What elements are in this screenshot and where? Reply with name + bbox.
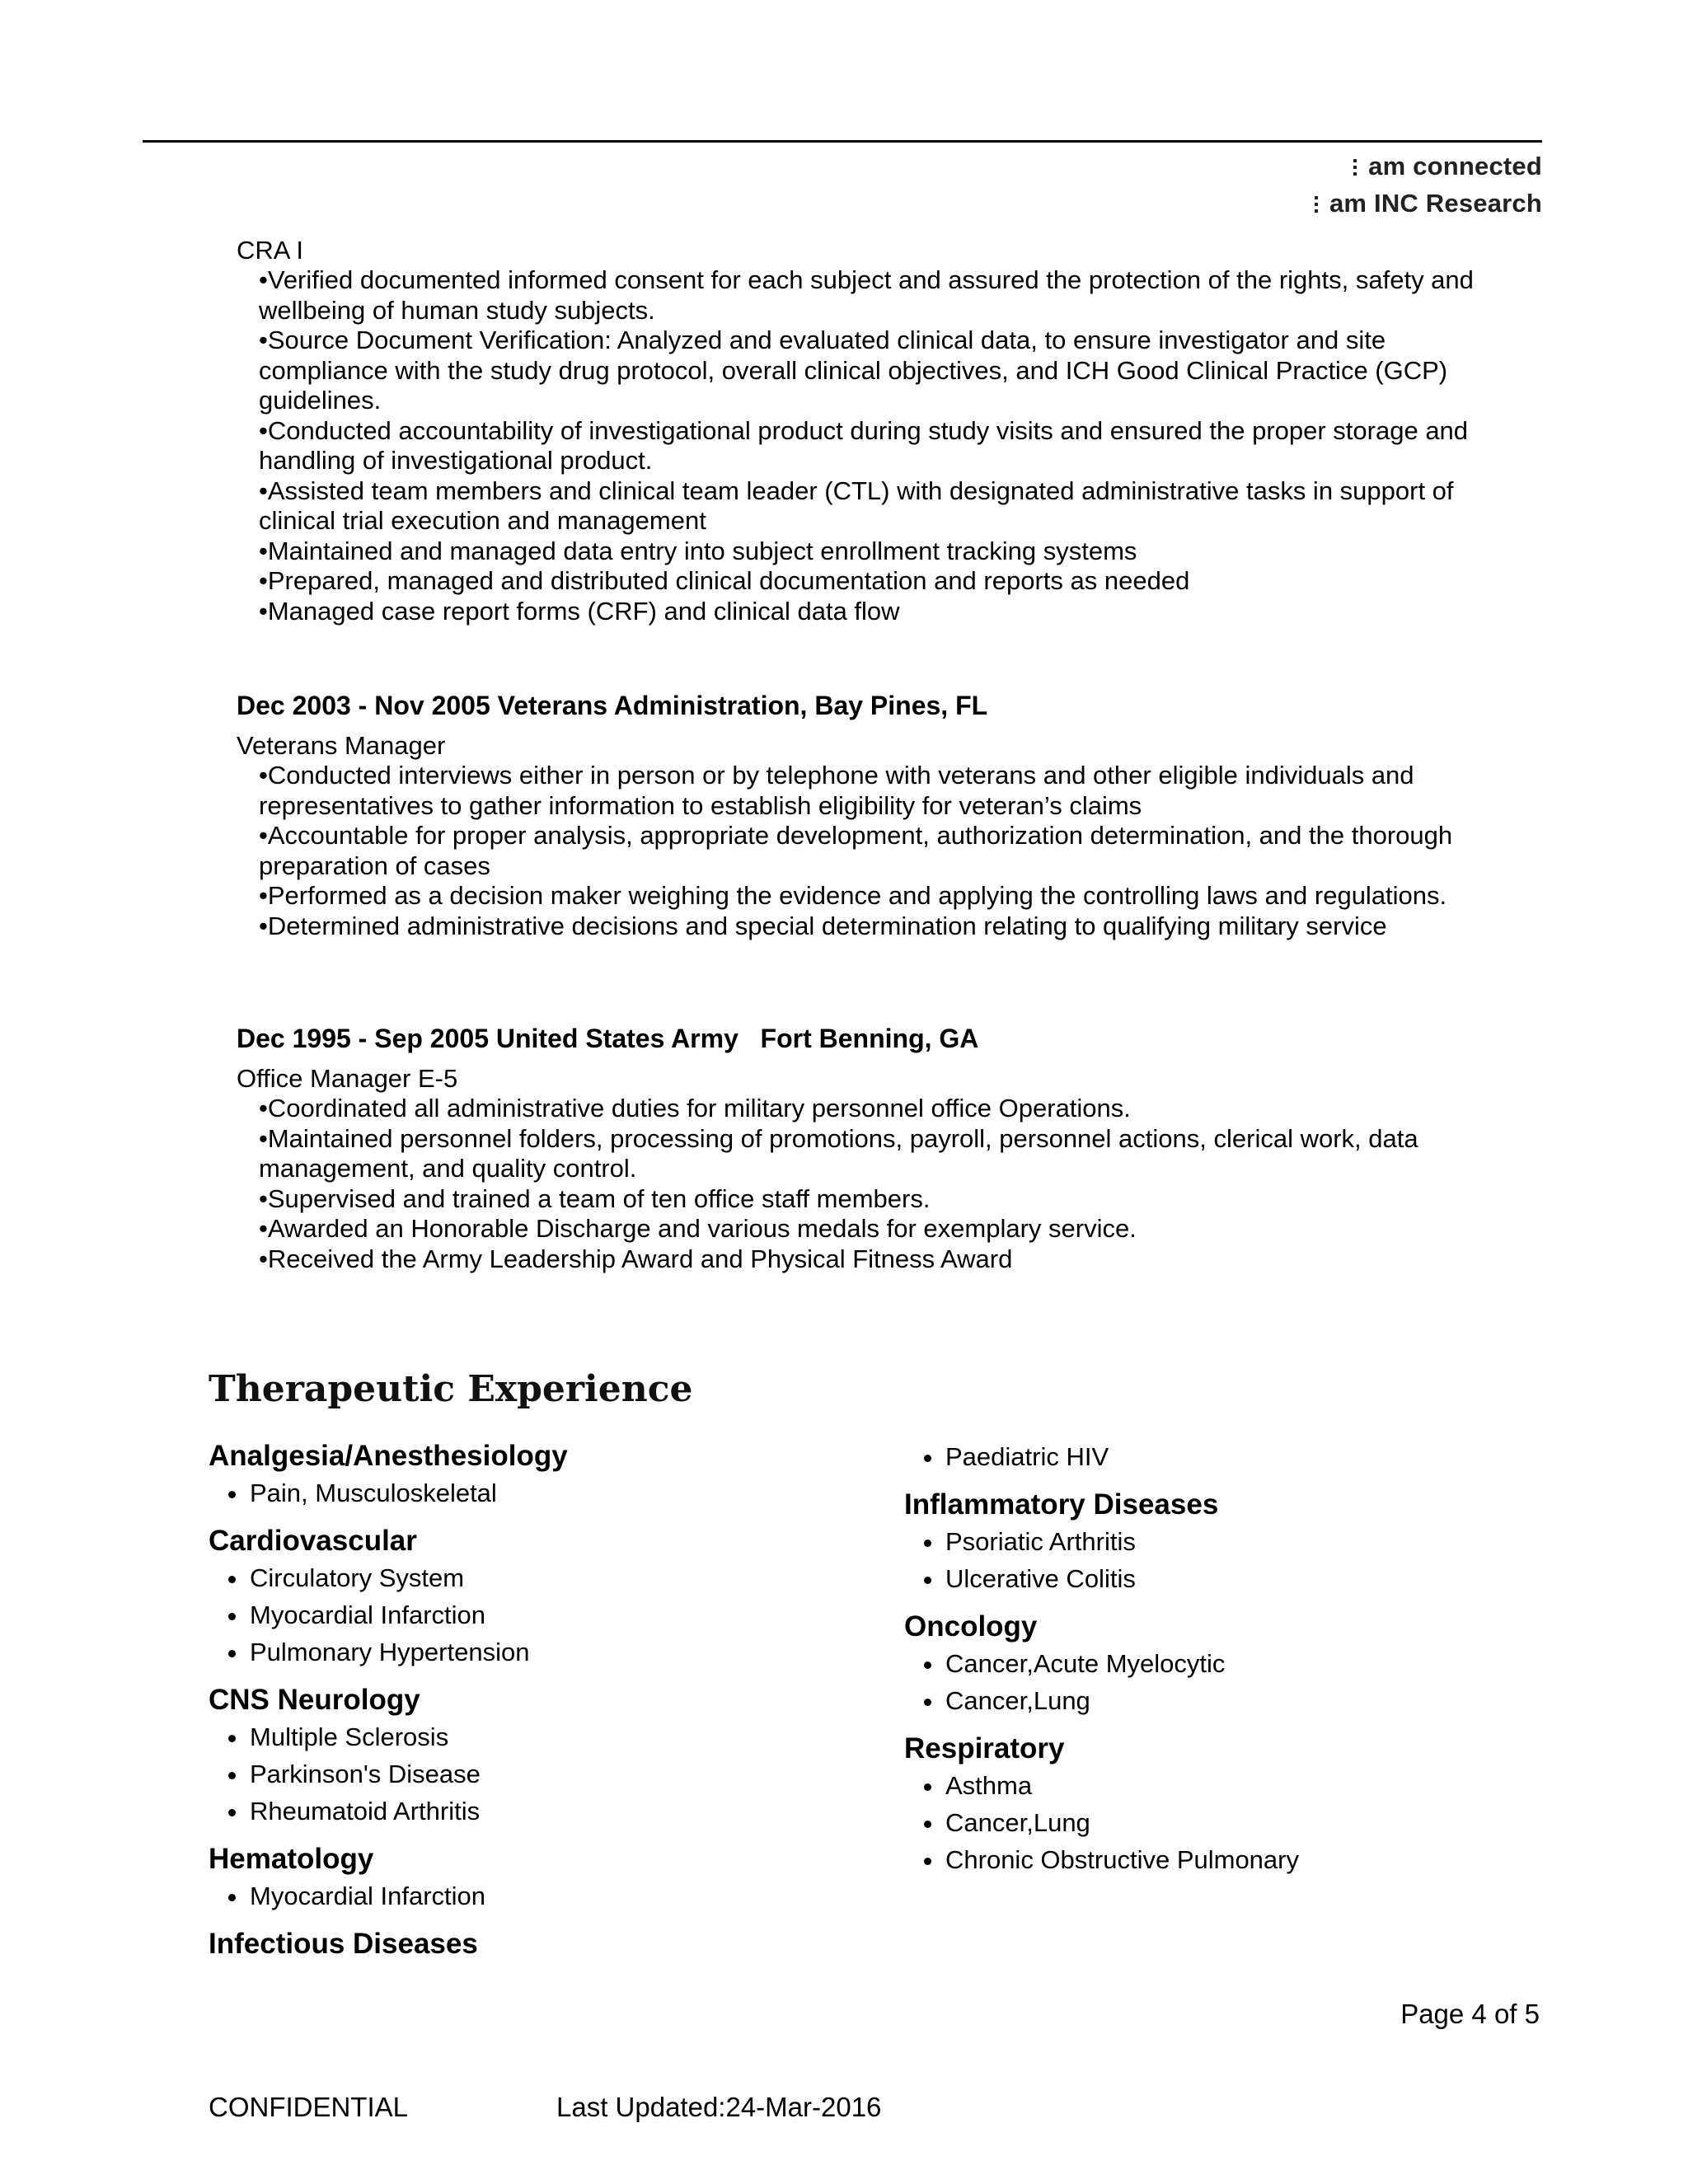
category-item: Circulatory System (209, 1559, 868, 1596)
tagline-text: am INC Research (1329, 189, 1542, 218)
job-bullet: •Received the Army Leadership Award and Physical Fitness Award (259, 1244, 1013, 1273)
category-item: Myocardial Infarction (209, 1877, 868, 1915)
header-tagline-connected (1353, 152, 1542, 181)
job-header: Dec 1995 - Sep 2005 United States Army Fort Benning, GA (237, 1024, 979, 1053)
job-bullet: •Performed as a decision maker weighing the evidence and applying the controlling laws and regulations. (259, 881, 1447, 910)
job-bullet: •Verified documented informed consent for each subject and assured the protection of the rights, safety and wellbeing of human study subjects. (259, 265, 1474, 325)
tagline-mark-icon (1315, 196, 1318, 214)
category-items (209, 1559, 868, 1671)
job-bullet: •Conducted interviews either in person or by telephone with veterans and other eligible individuals and representatives to gather information to establish eligibility for veteran’s claims (259, 761, 1414, 820)
therapeutic-category (904, 1731, 1564, 1878)
therapeutic-column-left (209, 1438, 868, 1962)
job-bullet: •Accountable for proper analysis, appropriate development, authorization determination, and the thorough preparation of cases (259, 821, 1453, 880)
job-bullet: •Maintained personnel folders, processing of promotions, payroll, personnel actions, clerical work, data management, and quality control. (259, 1123, 1418, 1183)
job-title: Office Manager E-5 (237, 1064, 458, 1093)
category-name: Inflammatory Diseases (904, 1488, 1219, 1521)
category-item: Cancer,Lung (904, 1804, 1564, 1841)
category-item: Myocardial Infarction (209, 1596, 868, 1633)
tagline-mark-icon (1353, 159, 1357, 177)
job-entry-us-army (237, 1022, 1506, 1274)
category-item: Paediatric HIV (904, 1438, 1564, 1475)
therapeutic-category (209, 1841, 868, 1915)
category-name: CNS Neurology (209, 1684, 420, 1716)
category-items (904, 1767, 1564, 1878)
job-bullet: •Supervised and trained a team of ten office staff members. (259, 1183, 931, 1213)
therapeutic-heading: Therapeutic Experience (209, 1368, 693, 1410)
category-item: Multiple Sclerosis (209, 1718, 868, 1755)
job-bullet: •Awarded an Honorable Discharge and various medals for exemplary service. (259, 1214, 1137, 1243)
category-item: Ulcerative Colitis (904, 1560, 1564, 1597)
tagline-text: am connected (1368, 152, 1542, 180)
category-name: Hematology (209, 1843, 374, 1875)
category-name: Oncology (904, 1610, 1038, 1643)
therapeutic-column-right (904, 1438, 1564, 1878)
header-tagline-inc (1315, 189, 1542, 218)
header-rule (143, 140, 1542, 143)
job-bullet: •Maintained and managed data entry into subject enrollment tracking systems (259, 536, 1137, 565)
therapeutic-category (904, 1609, 1564, 1719)
category-name: Infectious Diseases (209, 1928, 478, 1960)
therapeutic-category (904, 1487, 1564, 1597)
page-number: Page 4 of 5 (1400, 1999, 1540, 2029)
job-bullets (237, 265, 1506, 626)
category-name: Respiratory (904, 1732, 1065, 1765)
category-items (209, 1877, 868, 1915)
job-bullets (237, 761, 1506, 941)
job-entry-veterans-administration (237, 689, 1506, 941)
job-bullets (237, 1094, 1506, 1274)
footer-last-updated: Last Updated:24-Mar-2016 (556, 2092, 882, 2122)
category-name: Cardiovascular (209, 1525, 417, 1557)
category-item: Rheumatoid Arthritis (209, 1793, 868, 1830)
category-item: Asthma (904, 1767, 1564, 1804)
job-bullet: •Conducted accountability of investigational product during study visits and ensured the proper storage and handling of investigational product. (259, 415, 1469, 475)
therapeutic-category (209, 1926, 868, 1962)
footer-confidential: CONFIDENTIAL (209, 2092, 409, 2122)
job-bullet: •Prepared, managed and distributed clinical documentation and reports as needed (259, 566, 1190, 595)
category-item: Psoriatic Arthritis (904, 1523, 1564, 1560)
job-bullet: •Coordinated all administrative duties for military personnel office Operations. (259, 1094, 1131, 1122)
category-item: Cancer,Lung (904, 1682, 1564, 1719)
therapeutic-category (209, 1438, 868, 1511)
job-bullet: •Determined administrative decisions and special determination relating to qualifying military service (259, 911, 1387, 940)
category-name: Analgesia/Anesthesiology (209, 1440, 568, 1472)
category-item: Cancer,Acute Myelocytic (904, 1645, 1564, 1682)
job-bullet: •Assisted team members and clinical team leader (CTL) with designated administrative tasks in support of clinical trial execution and management (259, 476, 1454, 535)
category-items (904, 1523, 1564, 1597)
category-item: Chronic Obstructive Pulmonary (904, 1841, 1564, 1878)
therapeutic-category-continued (904, 1438, 1564, 1475)
category-item: Parkinson's Disease (209, 1755, 868, 1793)
category-items (209, 1718, 868, 1830)
category-item: Pain, Musculoskeletal (209, 1474, 868, 1511)
therapeutic-category (209, 1682, 868, 1830)
category-item: Pulmonary Hypertension (209, 1633, 868, 1671)
job-bullet: •Source Document Verification: Analyzed and evaluated clinical data, to ensure investigator and site compliance with the study drug protocol, overall clinical objectives, and ICH Good Clinical Practice (GCP) guidelines. (259, 326, 1448, 415)
category-items (904, 1438, 1564, 1475)
job-header: Dec 2003 - Nov 2005 Veterans Administration, Bay Pines, FL (237, 691, 988, 720)
category-items (209, 1474, 868, 1511)
job-title: CRA I (237, 236, 303, 265)
therapeutic-category (209, 1523, 868, 1671)
category-items (904, 1645, 1564, 1719)
job-bullet: •Managed case report forms (CRF) and clinical data flow (259, 596, 900, 626)
job-title: Veterans Manager (237, 731, 446, 760)
job-entry-cra (237, 235, 1506, 626)
